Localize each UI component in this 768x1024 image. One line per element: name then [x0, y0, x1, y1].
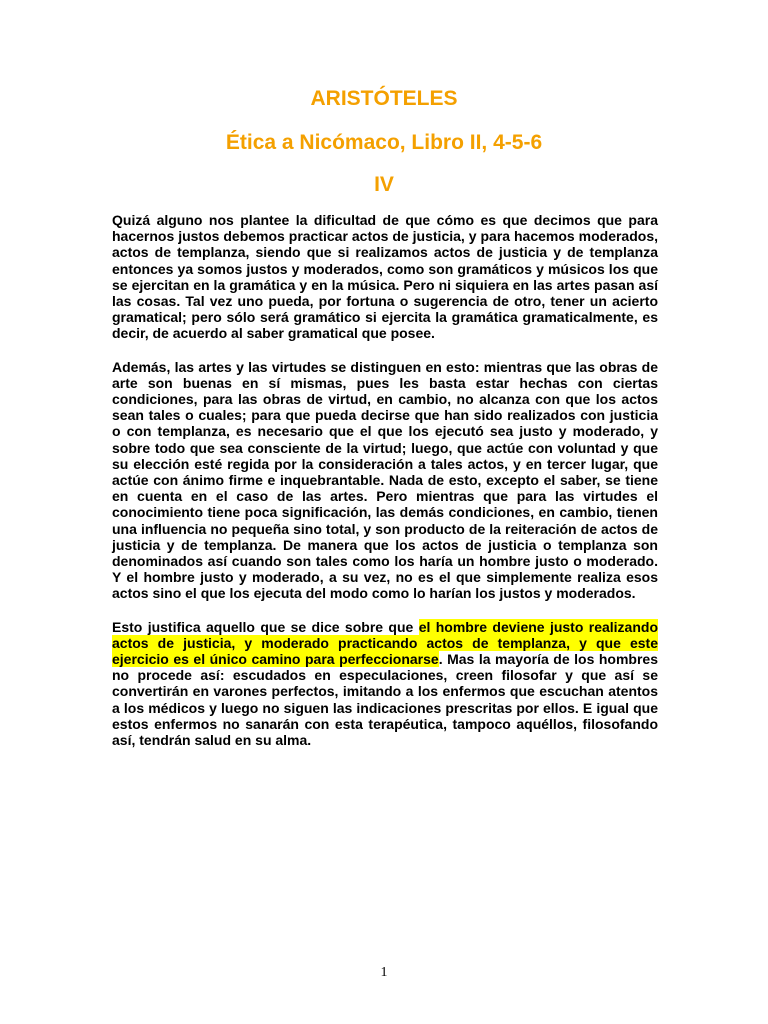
highlighted-passage: el hombre deviene justo realizando actos de justicia, y moderado practicando actos de templanza, y que este ejercicio es el único camino para perfeccionarse	[112, 618, 658, 668]
work-title-heading: Ética a Nicómaco, Libro II, 4-5-6	[225, 131, 543, 154]
paragraph-3-rest: . Mas la mayoría de los hombres no procede así: escudados en especulaciones, creen filosofar y que así se convertirán en varones perfectos, imitando a los enfermos que escuchan atentos a los médicos y luego no siguen las indicaciones prescritas por ellos. E igual que estos enfermos no sanarán con esta terapéutica, tampoco aquéllos, filosofando así, tendrán salud en su alma.	[112, 651, 658, 749]
paragraph-3	[112, 619, 658, 749]
paragraph-2: Además, las artes y las virtudes se distinguen en esto: mientras que las obras de arte son buenas en sí mismas, pues les basta estar hechas con ciertas condiciones, para las obras de virtud, en cambio, no alcanza con que los actos sean tales o cuales; para que pueda decirse que han sido realizados con justicia o con templanza, es necesario que el que los ejecutó sea justo y moderado, y sobre todo que sea consciente de la virtud; luego, que actúe con voluntad y que su elección esté regida por la consideración a tales actos, y en tercer lugar, que actúe con ánimo firme e inquebrantable. Nada de esto, excepto el saber, se tiene en cuenta en el caso de las artes. Pero mientras que para las virtudes el conocimiento tiene poca significación, las demás condiciones, en cambio, tienen una influencia no pequeña sino total, y son producto de la reiteración de actos de justicia y de templanza. De manera que los actos de justicia o templanza son denominados así cuando son tales como los haría un hombre justo o moderado. Y el hombre justo y moderado, a su vez, no es el que simplemente realiza esos actos sino el que los ejecuta del modo como lo harían los justos y moderados.	[112, 358, 658, 602]
body-text	[112, 212, 658, 765]
author-heading: ARISTÓTELES	[310, 87, 458, 110]
paragraph-1: Quizá alguno nos plantee la dificultad de que cómo es que decimos que para hacernos justos debemos practicar actos de justicia, y para hacemos moderados, actos de templanza, siendo que si realizamos actos de justicia y de templanza entonces ya somos justos y moderados, como son gramáticos y músicos los que se ejercitan en la gramática y en la música. Pero ni siquiera en las artes pasan así las cosas. Tal vez uno pueda, por fortuna o sugerencia de otro, tener un acierto gramatical; pero sólo será gramático si ejercita la gramática gramaticalmente, es decir, de acuerdo al saber gramatical que posee.	[112, 212, 658, 342]
page-number: 1	[380, 965, 388, 980]
chapter-heading: IV	[374, 173, 394, 196]
paragraph-3-intro: Esto justifica aquello que se dice sobre que	[112, 618, 419, 635]
